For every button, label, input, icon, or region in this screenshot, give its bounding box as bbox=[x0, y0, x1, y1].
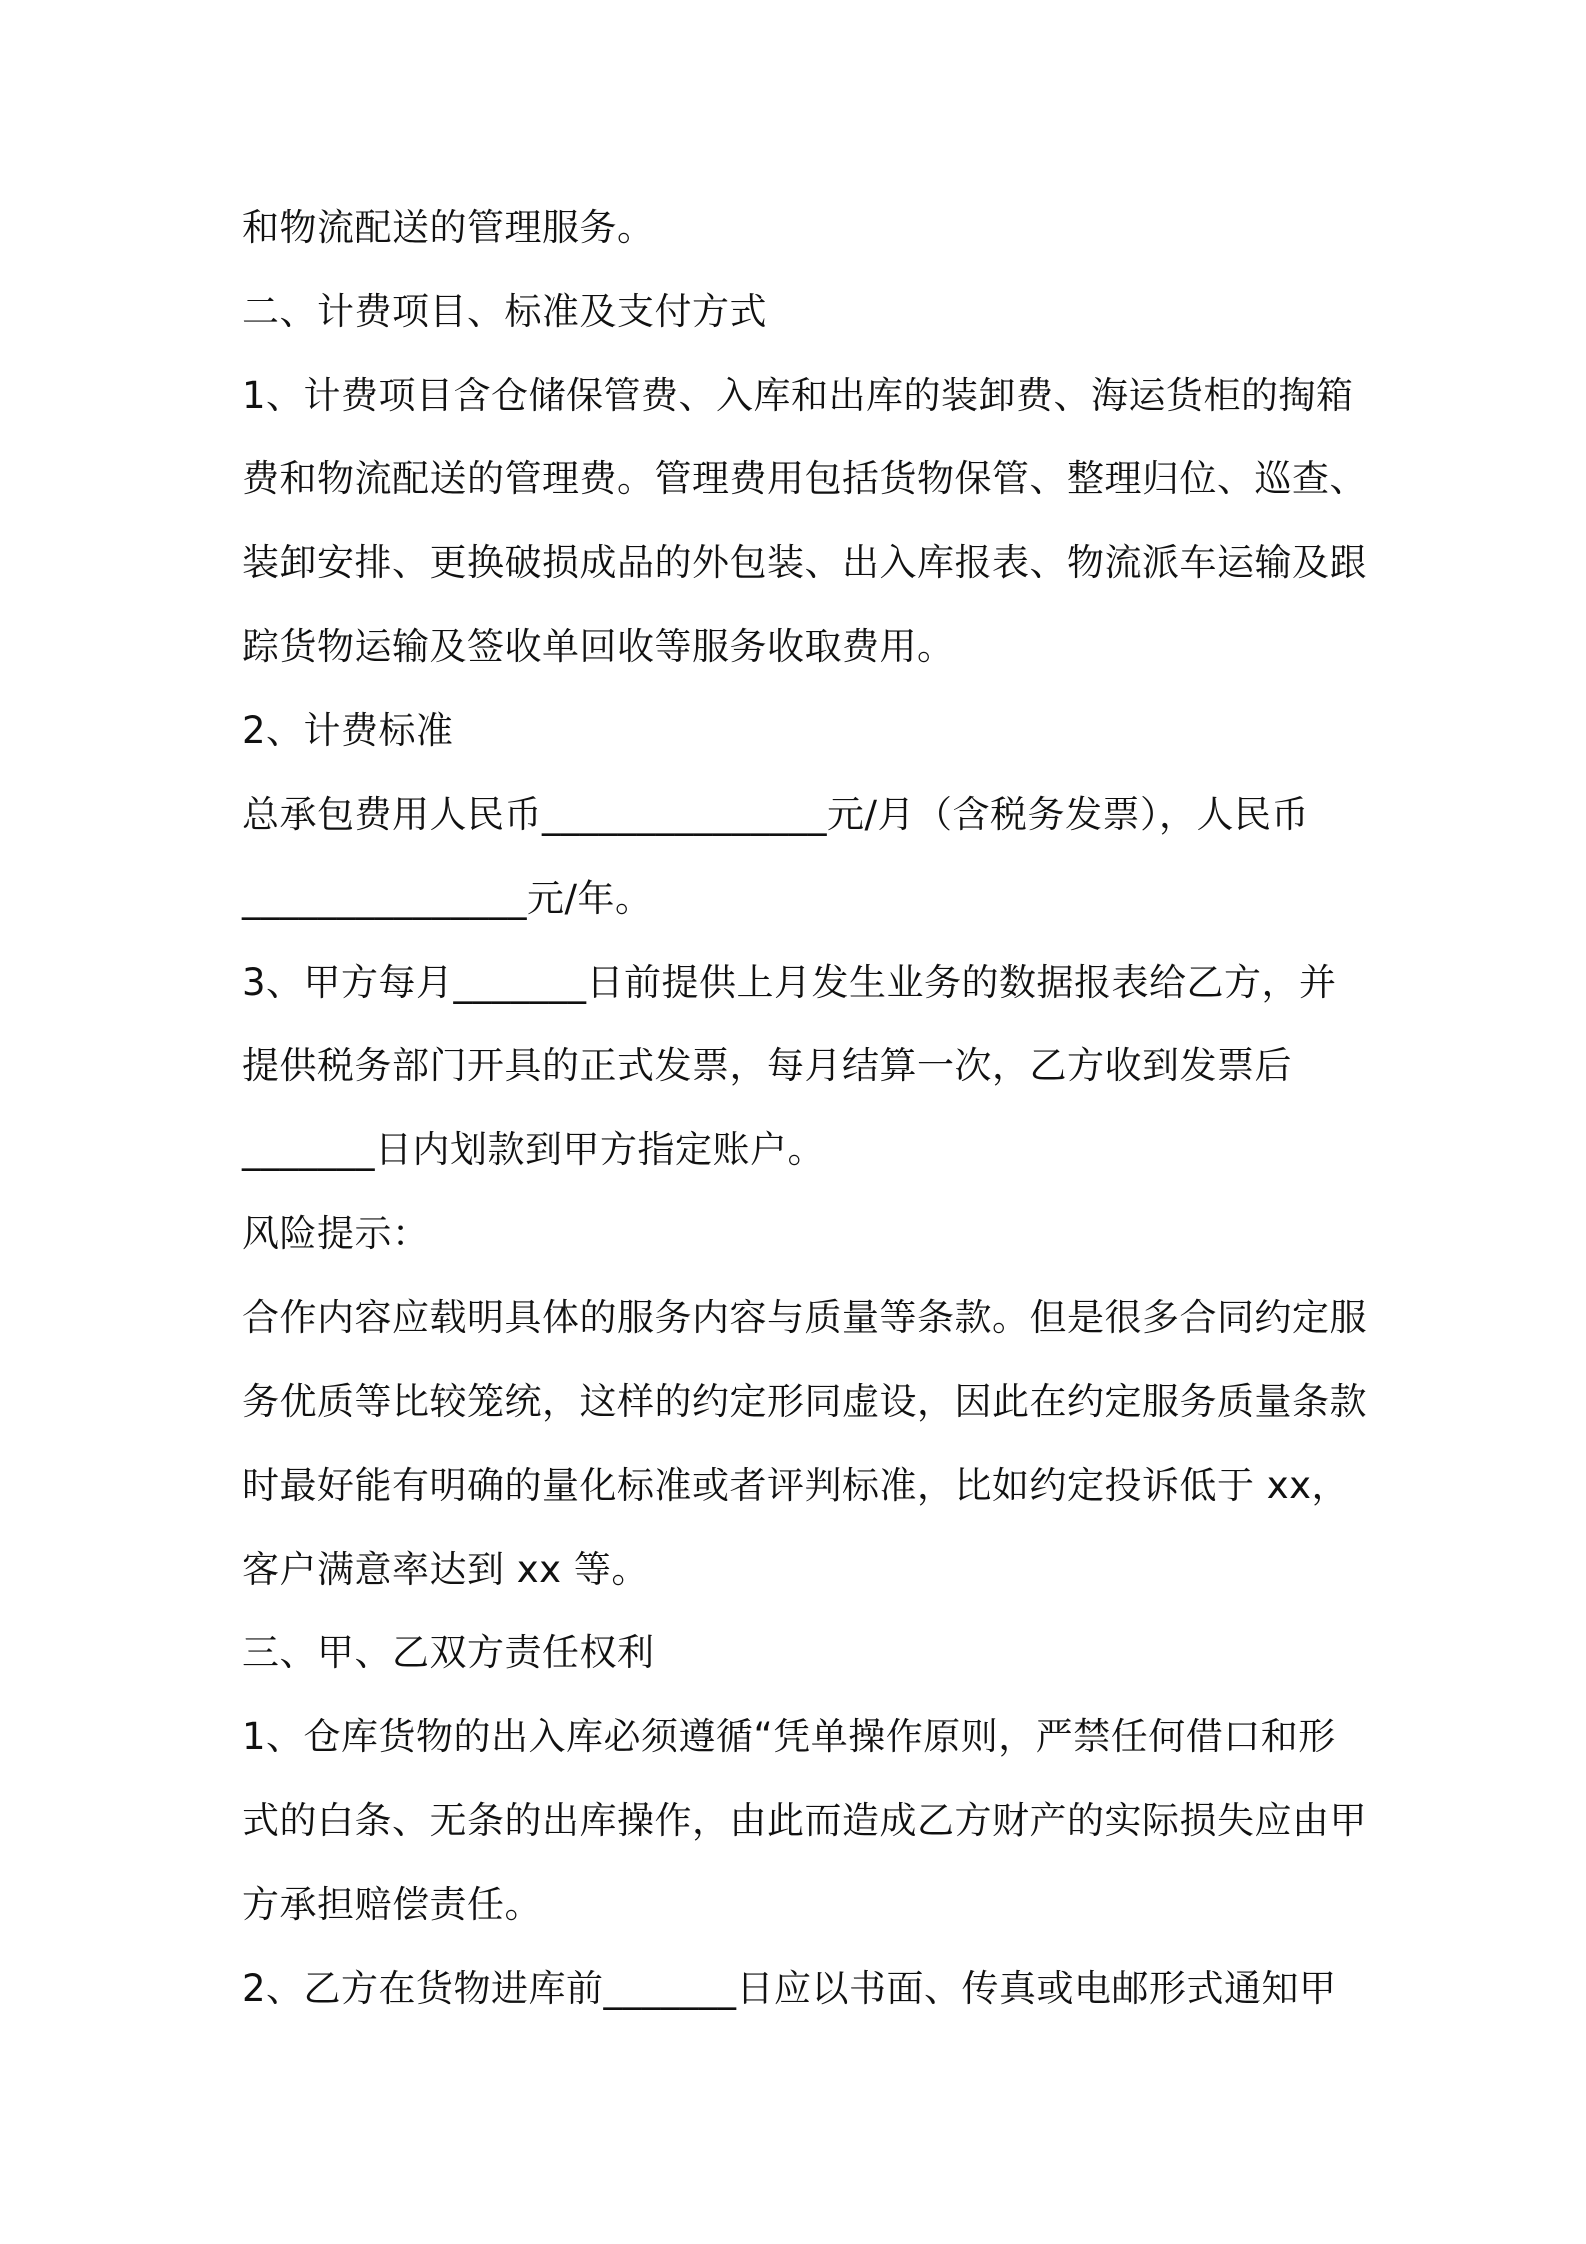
text-line-6: 踪货物运输及签收单回收等服务收取费用。 bbox=[242, 625, 955, 668]
text-line-5: 装卸安排、更换破损成品的外包装、出入库报表、物流派车运输及跟 bbox=[242, 541, 1367, 584]
text-line-1: 和物流配送的管理服务。 bbox=[242, 206, 655, 249]
text-line-14: 合作内容应载明具体的服务内容与质量等条款。但是很多合同约定服 bbox=[242, 1296, 1367, 1339]
text-line-21: 方承担赔偿责任。 bbox=[242, 1883, 542, 1926]
text-line-8: 总承包费用人民币_______________元/月（含税务发票），人民币 bbox=[242, 793, 1309, 836]
text-line-16: 时最好能有明确的量化标准或者评判标准，比如约定投诉低于 xx， bbox=[242, 1464, 1350, 1507]
section-heading-fees: 二、计费项目、标准及支付方式 bbox=[242, 290, 767, 333]
text-line-12: _______日内划款到甲方指定账户。 bbox=[242, 1128, 825, 1171]
text-line-17: 客户满意率达到 xx 等。 bbox=[242, 1548, 649, 1591]
text-line-4: 费和物流配送的管理费。管理费用包括货物保管、整理归位、巡查、 bbox=[242, 457, 1367, 500]
text-line-9: _______________元/年。 bbox=[242, 877, 653, 920]
text-line-19: 1、仓库货物的出入库必须遵循“凭单操作原则，严禁任何借口和形 bbox=[242, 1715, 1336, 1758]
section-heading-responsibilities: 三、甲、乙双方责任权利 bbox=[242, 1631, 655, 1674]
text-line-15: 务优质等比较笼统，这样的约定形同虚设，因此在约定服务质量条款 bbox=[242, 1380, 1367, 1423]
text-line-10: 3、甲方每月_______日前提供上月发生业务的数据报表给乙方，并 bbox=[242, 961, 1337, 1004]
text-line-11: 提供税务部门开具的正式发票，每月结算一次，乙方收到发票后 bbox=[242, 1044, 1292, 1087]
text-line-22: 2、乙方在货物进库前_______日应以书面、传真或电邮形式通知甲 bbox=[242, 1967, 1337, 2010]
subheading-fee-standard: 2、计费标准 bbox=[242, 709, 454, 752]
text-line-3: 1、计费项目含仓储保管费、入库和出库的装卸费、海运货柜的掏箱 bbox=[242, 374, 1354, 417]
risk-notice-heading: 风险提示： bbox=[242, 1212, 430, 1255]
text-line-20: 式的白条、无条的出库操作，由此而造成乙方财产的实际损失应由甲 bbox=[242, 1799, 1367, 1842]
